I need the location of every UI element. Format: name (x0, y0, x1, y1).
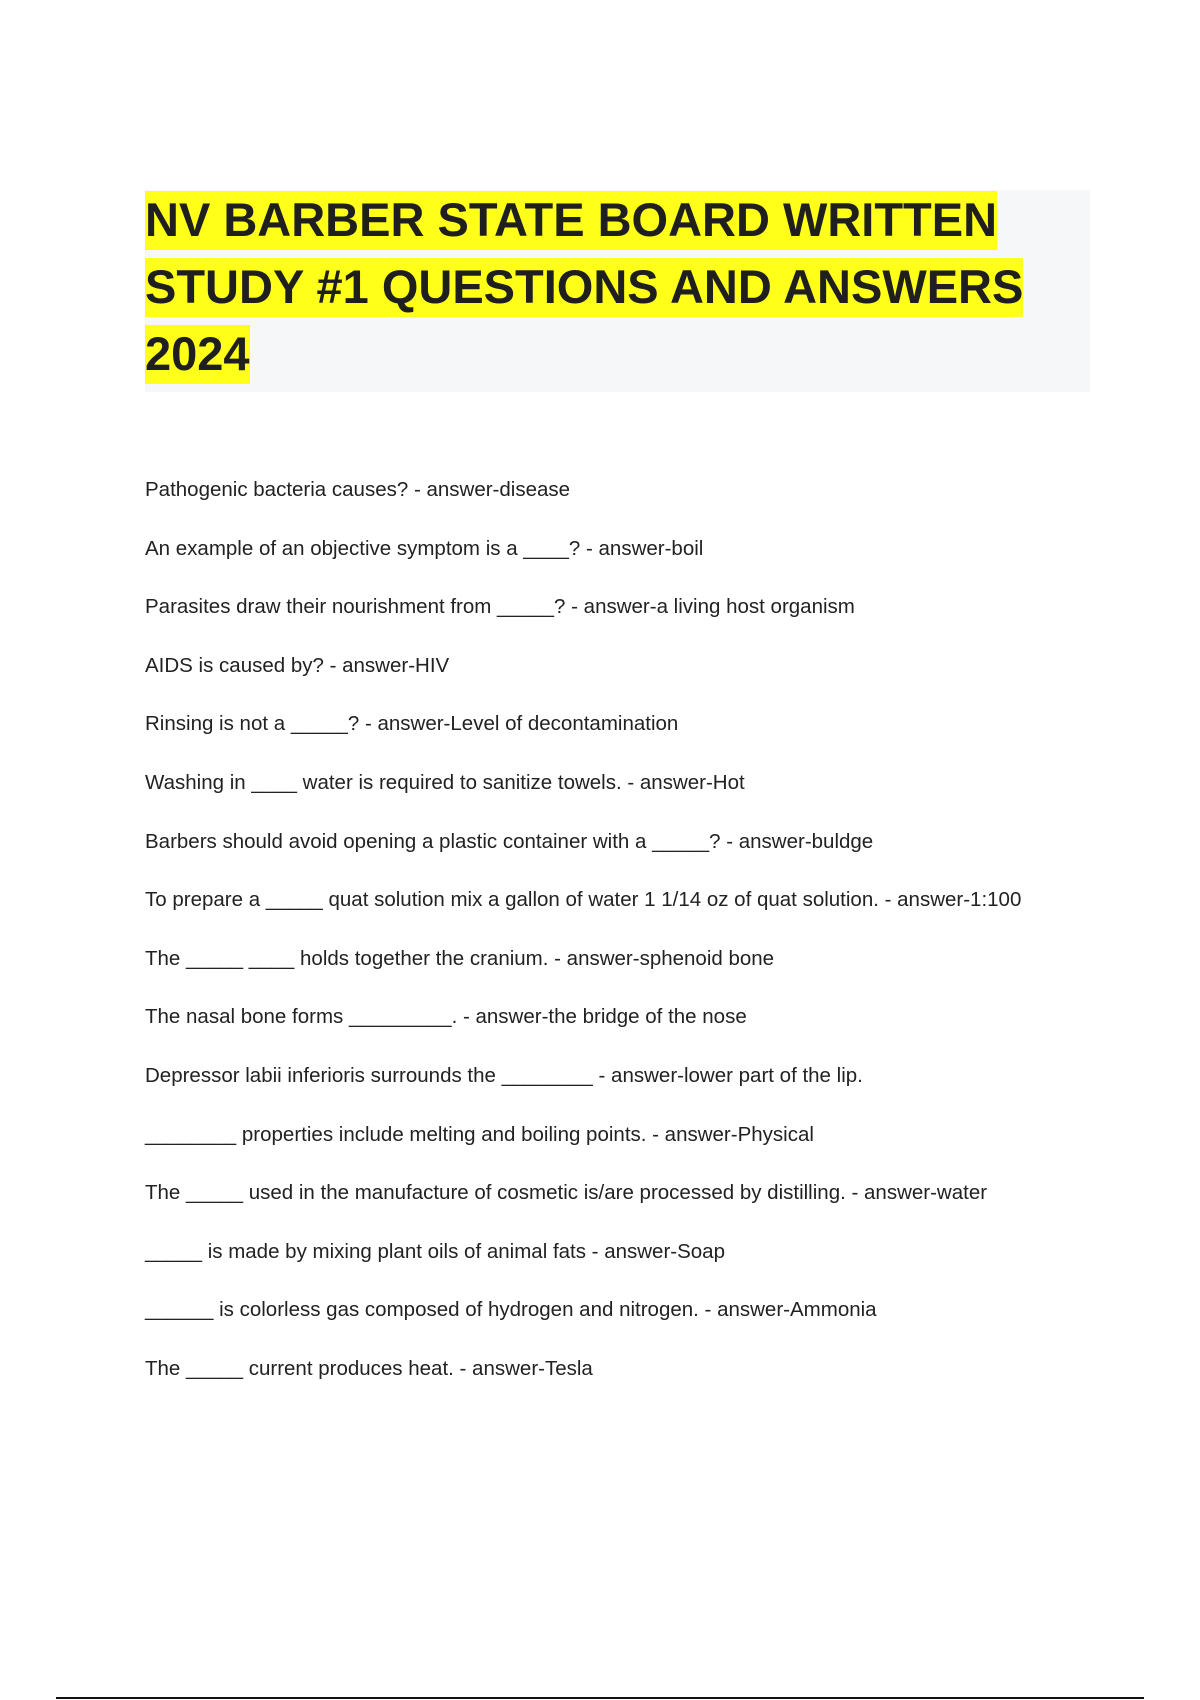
qa-item: AIDS is caused by? - answer-HIV (145, 653, 450, 677)
document-title (145, 186, 1085, 387)
qa-item: The _____ ____ holds together the cranium. - answer-sphenoid bone (145, 946, 775, 970)
qa-item: The nasal bone forms _________. - answer-the bridge of the nose (145, 1005, 747, 1029)
qa-list (145, 475, 1085, 1413)
qa-item: ______ is colorless gas composed of hydrogen and nitrogen. - answer-Ammonia (145, 1298, 877, 1322)
qa-item: Depressor labii inferioris surrounds the ________ - answer-lower part of the lip. (145, 1063, 863, 1087)
qa-item: The _____ used in the manufacture of cosmetic is/are processed by distilling. - answer-water (145, 1181, 988, 1205)
qa-item: The _____ current produces heat. - answer-Tesla (145, 1356, 593, 1380)
qa-item: Rinsing is not a _____? - answer-Level of decontamination (145, 712, 679, 736)
footer-divider (56, 1697, 1144, 1699)
qa-item: ________ properties include melting and boiling points. - answer-Physical (145, 1122, 814, 1146)
qa-item: Parasites draw their nourishment from _____? - answer-a living host organism (145, 595, 855, 619)
qa-item: Pathogenic bacteria causes? - answer-disease (145, 478, 571, 501)
title-highlight: NV BARBER STATE BOARD WRITTEN STUDY #1 QUESTIONS AND ANSWERS 2024 (145, 191, 1023, 384)
qa-item: Washing in ____ water is required to sanitize towels. - answer-Hot (145, 770, 745, 794)
qa-item: _____ is made by mixing plant oils of animal fats - answer-Soap (145, 1239, 725, 1263)
qa-item: To prepare a _____ quat solution mix a gallon of water 1 1/14 oz of quat solution. - answer-1:100 (145, 888, 1022, 912)
qa-item: An example of an objective symptom is a ____? - answer-boil (145, 536, 704, 560)
qa-item: Barbers should avoid opening a plastic container with a _____? - answer-buldge (145, 829, 874, 853)
